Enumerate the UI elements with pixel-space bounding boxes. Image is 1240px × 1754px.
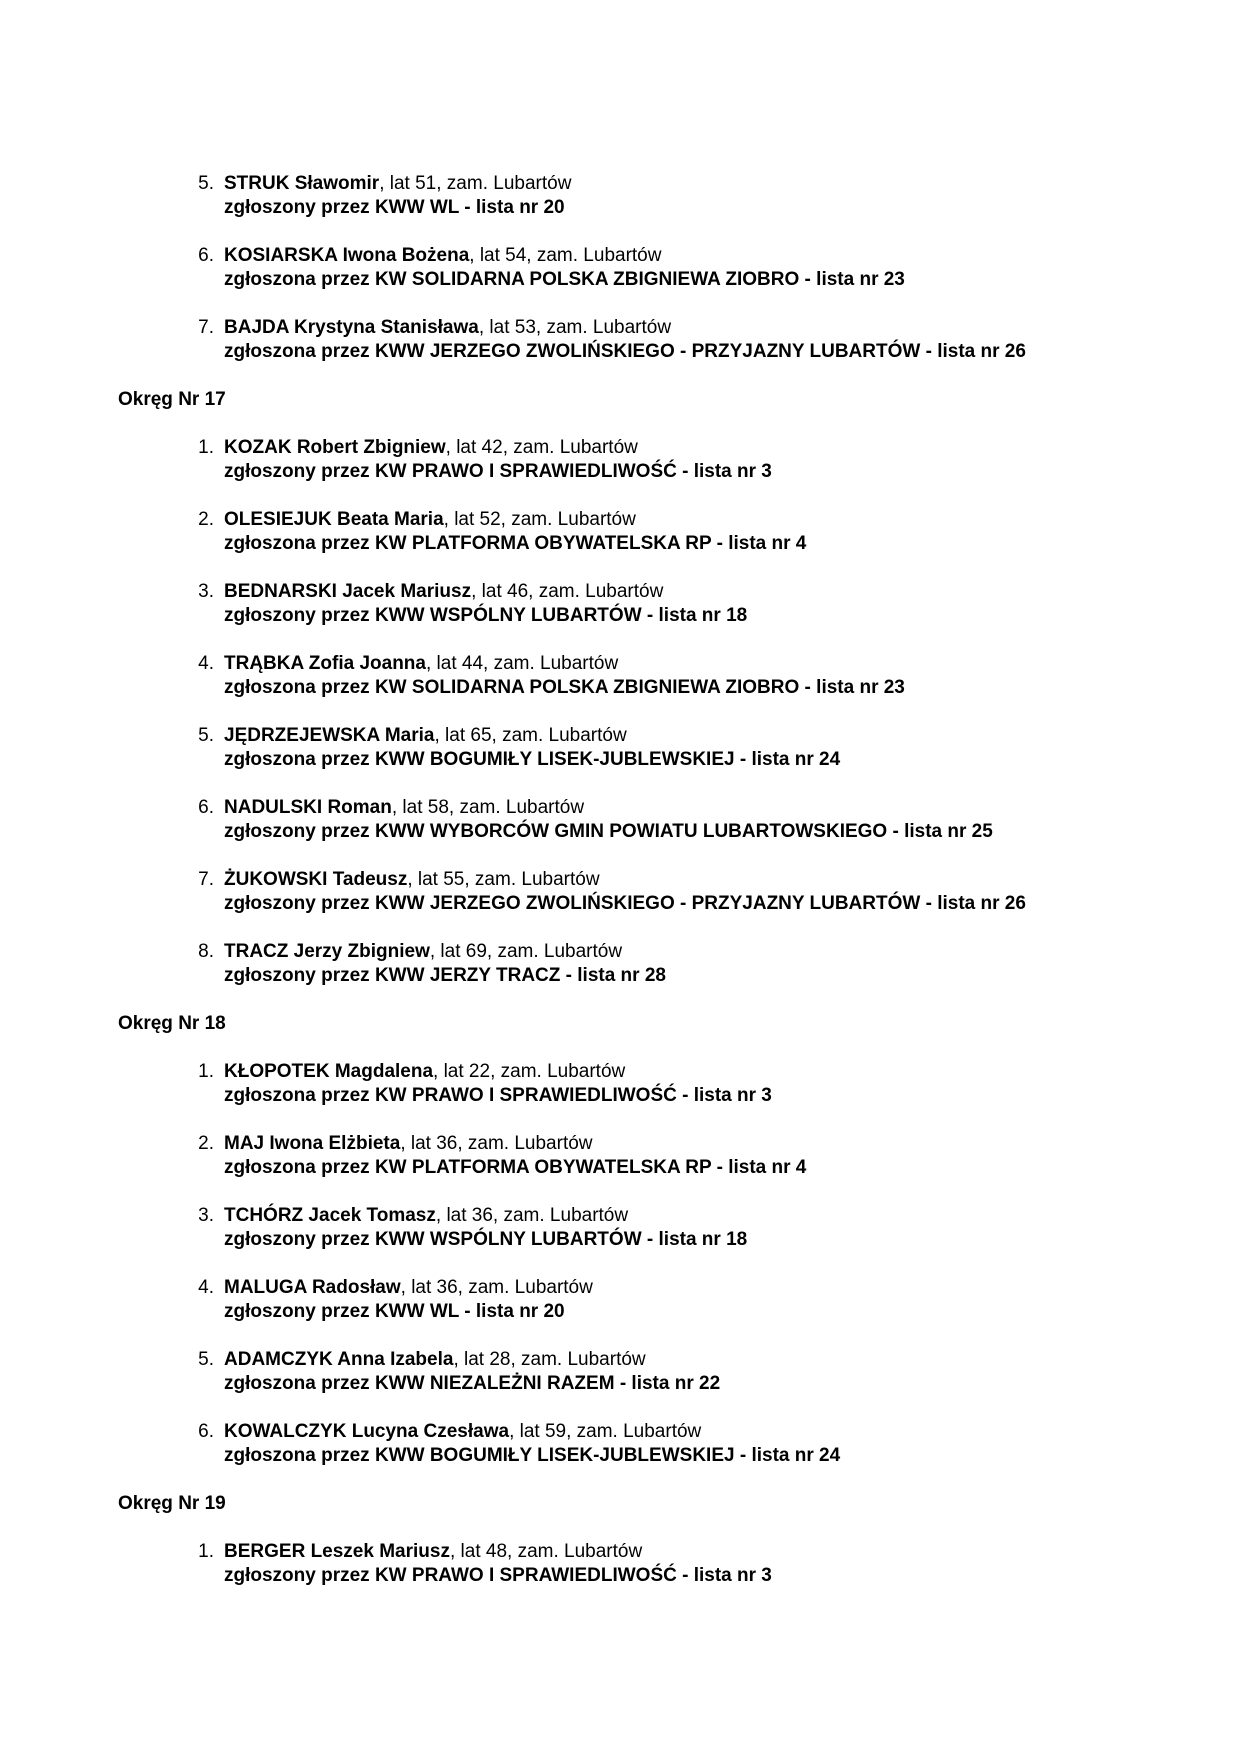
candidate-details: , lat 51, zam. Lubartów — [379, 173, 572, 194]
candidate-name: TCHÓRZ Jacek Tomasz — [224, 1205, 436, 1226]
candidate-line — [224, 1276, 593, 1300]
candidate-name: STRUK Sławomir — [224, 173, 380, 194]
candidate-details: , lat 28, zam. Lubartów — [453, 1349, 646, 1370]
candidate-details: , lat 44, zam. Lubartów — [425, 653, 619, 674]
entry-number: 2. — [198, 1133, 214, 1154]
section-title: Okręg Nr 19 — [118, 1493, 226, 1514]
candidate-submitted-by: zgłoszona przez KWW BOGUMIŁY LISEK-JUBLEWSKIEJ - lista nr 24 — [224, 1445, 841, 1466]
candidate-details: , lat 42, zam. Lubartów — [445, 437, 638, 458]
entry-number: 2. — [198, 509, 214, 530]
entry-number: 8. — [198, 941, 214, 962]
candidate-line — [224, 940, 622, 964]
candidate-name: BAJDA Krystyna Stanisława — [224, 317, 479, 338]
candidate-line — [224, 1540, 642, 1564]
candidate-submitted-by: zgłoszony przez KWW WSPÓLNY LUBARTÓW - lista nr 18 — [224, 605, 748, 626]
entry-number: 7. — [198, 869, 214, 890]
candidate-name: ADAMCZYK Anna Izabela — [224, 1349, 454, 1370]
candidate-name: MAJ Iwona Elżbieta — [224, 1133, 401, 1154]
candidate-line — [224, 1132, 593, 1156]
candidate-line — [224, 244, 661, 268]
candidate-submitted-by: zgłoszona przez KW SOLIDARNA POLSKA ZBIGNIEWA ZIOBRO - lista nr 23 — [224, 269, 905, 290]
entry-number: 4. — [198, 653, 214, 674]
candidate-details: , lat 53, zam. Lubartów — [478, 317, 672, 338]
candidate-details: , lat 69, zam. Lubartów — [429, 941, 623, 962]
candidate-line — [224, 868, 600, 892]
entry-number: 5. — [198, 173, 214, 194]
candidate-line — [224, 508, 636, 532]
entry-number: 1. — [198, 437, 214, 458]
candidate-details: , lat 46, zam. Lubartów — [471, 581, 664, 602]
section-okreg-17 — [118, 388, 1026, 986]
candidate-submitted-by: zgłoszona przez KW PLATFORMA OBYWATELSKA RP - lista nr 4 — [224, 533, 807, 554]
candidate-submitted-by: zgłoszony przez KWW JERZEGO ZWOLIŃSKIEGO - PRZYJAZNY LUBARTÓW - lista nr 26 — [224, 893, 1026, 914]
candidate-line — [224, 580, 663, 604]
entry-number: 1. — [198, 1061, 214, 1082]
candidate-line — [224, 172, 571, 196]
candidate-name: JĘDRZEJEWSKA Maria — [224, 725, 435, 746]
candidate-name: KŁOPOTEK Magdalena — [224, 1061, 434, 1082]
candidate-name: KOWALCZYK Lucyna Czesława — [224, 1421, 510, 1442]
candidate-name: MALUGA Radosław — [224, 1277, 401, 1298]
entry-number: 5. — [198, 1349, 214, 1370]
candidate-name: KOZAK Robert Zbigniew — [224, 437, 446, 458]
candidate-details: , lat 59, zam. Lubartów — [509, 1421, 702, 1442]
entry-number: 6. — [198, 245, 214, 266]
candidate-submitted-by: zgłoszony przez KW PRAWO I SPRAWIEDLIWOŚĆ - lista nr 3 — [224, 461, 772, 482]
candidate-submitted-by: zgłoszony przez KWW JERZY TRACZ - lista nr 28 — [224, 965, 666, 986]
section-okreg-18 — [118, 1012, 841, 1466]
candidate-details: , lat 36, zam. Lubartów — [400, 1277, 593, 1298]
candidate-details: , lat 36, zam. Lubartów — [435, 1205, 629, 1226]
candidate-submitted-by: zgłoszona przez KW PRAWO I SPRAWIEDLIWOŚĆ - lista nr 3 — [224, 1085, 772, 1106]
candidate-submitted-by: zgłoszony przez KWW WYBORCÓW GMIN POWIATU LUBARTOWSKIEGO - lista nr 25 — [224, 821, 993, 842]
candidate-line — [224, 436, 638, 460]
section-title: Okręg Nr 18 — [118, 1013, 226, 1034]
candidate-name: TRACZ Jerzy Zbigniew — [224, 941, 430, 962]
candidate-submitted-by: zgłoszony przez KWW WL - lista nr 20 — [224, 1301, 565, 1322]
candidate-name: KOSIARSKA Iwona Bożena — [224, 245, 470, 266]
candidate-details: , lat 58, zam. Lubartów — [391, 797, 585, 818]
candidate-name: BEDNARSKI Jacek Mariusz — [224, 581, 472, 602]
entry-number: 3. — [198, 581, 214, 602]
entry-number: 3. — [198, 1205, 214, 1226]
candidate-line — [224, 796, 584, 820]
entry-number: 1. — [198, 1541, 214, 1562]
candidate-submitted-by: zgłoszony przez KWW WSPÓLNY LUBARTÓW - lista nr 18 — [224, 1229, 748, 1250]
entry-number: 6. — [198, 1421, 214, 1442]
entry-number: 6. — [198, 797, 214, 818]
candidate-submitted-by: zgłoszona przez KW SOLIDARNA POLSKA ZBIGNIEWA ZIOBRO - lista nr 23 — [224, 677, 905, 698]
candidate-line — [224, 1420, 701, 1444]
candidate-details: , lat 36, zam. Lubartów — [400, 1133, 593, 1154]
candidate-name: NADULSKI Roman — [224, 797, 392, 818]
candidate-details: , lat 54, zam. Lubartów — [469, 245, 662, 266]
candidate-submitted-by: zgłoszona przez KW PLATFORMA OBYWATELSKA RP - lista nr 4 — [224, 1157, 807, 1178]
candidate-submitted-by: zgłoszony przez KWW WL - lista nr 20 — [224, 197, 565, 218]
candidate-details: , lat 52, zam. Lubartów — [443, 509, 636, 530]
candidate-details: , lat 48, zam. Lubartów — [449, 1541, 643, 1562]
candidate-line — [224, 1348, 646, 1372]
section-okreg-19 — [118, 1492, 772, 1586]
candidate-details: , lat 22, zam. Lubartów — [433, 1061, 626, 1082]
section-title: Okręg Nr 17 — [118, 389, 226, 410]
entry-number: 4. — [198, 1277, 214, 1298]
candidate-line — [224, 1060, 625, 1084]
candidate-submitted-by: zgłoszony przez KW PRAWO I SPRAWIEDLIWOŚĆ - lista nr 3 — [224, 1565, 772, 1586]
candidate-line — [224, 1204, 628, 1228]
candidate-name: TRĄBKA Zofia Joanna — [224, 653, 426, 674]
candidate-name: OLESIEJUK Beata Maria — [224, 509, 444, 530]
entry-number: 7. — [198, 317, 214, 338]
candidate-details: , lat 65, zam. Lubartów — [434, 725, 627, 746]
candidate-submitted-by: zgłoszona przez KWW BOGUMIŁY LISEK-JUBLEWSKIEJ - lista nr 24 — [224, 749, 841, 770]
candidate-name: BERGER Leszek Mariusz — [224, 1541, 450, 1562]
candidate-line — [224, 652, 618, 676]
entry-number: 5. — [198, 725, 214, 746]
candidate-line — [224, 724, 627, 748]
candidate-submitted-by: zgłoszona przez KWW NIEZALEŻNI RAZEM - lista nr 22 — [224, 1373, 721, 1394]
candidate-details: , lat 55, zam. Lubartów — [407, 869, 600, 890]
candidate-submitted-by: zgłoszona przez KWW JERZEGO ZWOLIŃSKIEGO - PRZYJAZNY LUBARTÓW - lista nr 26 — [224, 341, 1026, 362]
candidate-name: ŻUKOWSKI Tadeusz — [224, 869, 408, 890]
candidate-line — [224, 316, 671, 340]
